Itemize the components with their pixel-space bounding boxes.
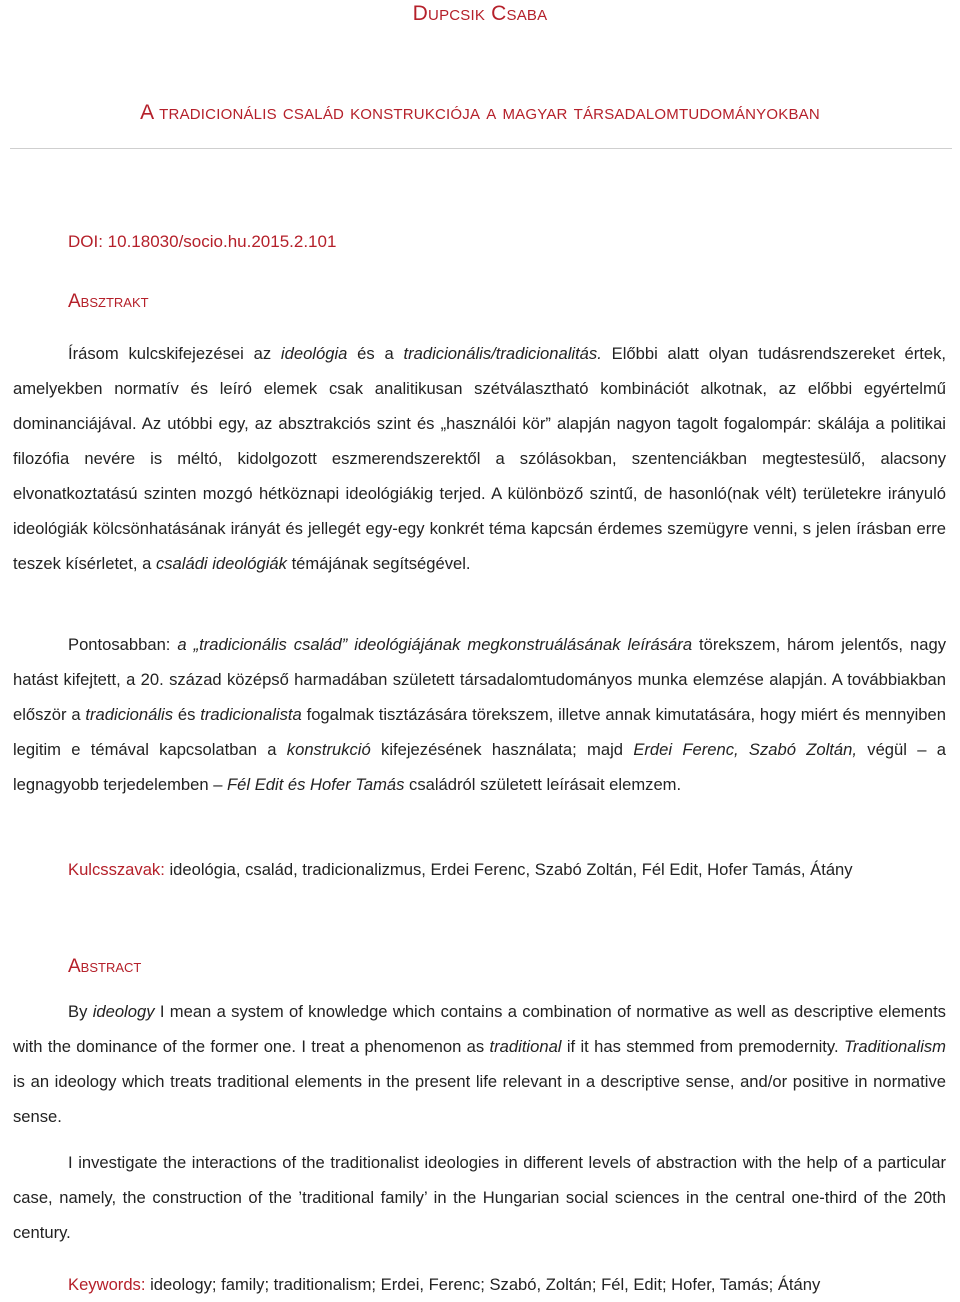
- abstract-en-paragraph-2: I investigate the interactions of the traditionalist ideologies in different levels of abstraction with the help of a particular case, namely, the construction of the ’traditional family’ in the Hungarian social sciences in the central one-third of the 20th century.: [13, 1153, 946, 1242]
- title-divider: [10, 148, 952, 149]
- abstract-hu-paragraph-1: Írásom kulcskifejezései az ideológia és a tradicionális/tradicionalitás. Előbbi alatt olyan tudásrendszereket értek, amelyekben normatív és leíró elemek csak analitikusan szétválasztható kombinációt alkotnak, az előbbi egyértelmű dominanciájával. Az utóbbi egy, az absztrakciós szint és „használói kör” alapján nagyon tagolt fogalompár: skálája a politikai filozófia nevére is méltó, kidolgozott eszmerendszerektől a szólásokban, szentenciákban megtestesülő, alacsony elvonatkoztatású szinten mozgó hétköznapi ideológiákig terjed. A különböző szintű, de hasonló(nak vélt) területekre irányuló ideológiák kölcsönhatásának irányát és jellegét egy-egy konkrét téma kapcsán érdemes szemügyre venni, s jelen írásban erre teszek kísérletet, a családi ideológiák témájának segítségével.: [13, 344, 946, 573]
- abstract-hu-heading: Absztrakt: [68, 291, 149, 312]
- abstract-en-heading: Abstract: [68, 956, 142, 977]
- doi: DOI: 10.18030/socio.hu.2015.2.101: [68, 232, 337, 251]
- keywords-en: [13, 1267, 946, 1302]
- author-name: Dupcsik Csaba: [412, 2, 548, 25]
- keywords-hu: [13, 852, 946, 887]
- keywords-hu-label: Kulcsszavak:: [68, 860, 165, 879]
- abstract-hu-paragraph-2: Pontosabban: a „tradicionális család” ideológiájának megkonstruálásának leírására törekszem, három jelentős, nagy hatást kifejtett, a 20. század középső harmadában született társadalomtudományos munka elemzése alapján. A továbbiakban először a tradicionális és tradicionalista fogalmak tisztázására törekszem, illetve annak kimutatására, hogy miért és mennyiben legitim e témával kapcsolatban a konstrukció kifejezésének használata; majd Erdei Ferenc, Szabó Zoltán, végül – a legnagyobb terjedelemben – Fél Edit és Hofer Tamás családról született leírásait elemzem.: [13, 635, 947, 794]
- abstract-en-paragraph-1: By ideology I mean a system of knowledge which contains a combination of normative as well as descriptive elements with the dominance of the former one. I treat a phenomenon as traditional if it has stemmed from premodernity. Traditionalism is an ideology which treats traditional elements in the present life relevant in a descriptive sense, and/or positive in normative sense.: [13, 1002, 947, 1126]
- article-title: A tradicionális család konstrukciója a magyar társadalomtudományokban: [140, 101, 820, 124]
- keywords-hu-list: ideológia, család, tradicionalizmus, Erdei Ferenc, Szabó Zoltán, Fél Edit, Hofer Tamás, Átány: [164, 860, 853, 879]
- keywords-en-list: ideology; family; traditionalism; Erdei, Ferenc; Szabó, Zoltán; Fél, Edit; Hofer, Tamás; Átány: [145, 1275, 821, 1294]
- keywords-en-label: Keywords:: [68, 1275, 146, 1294]
